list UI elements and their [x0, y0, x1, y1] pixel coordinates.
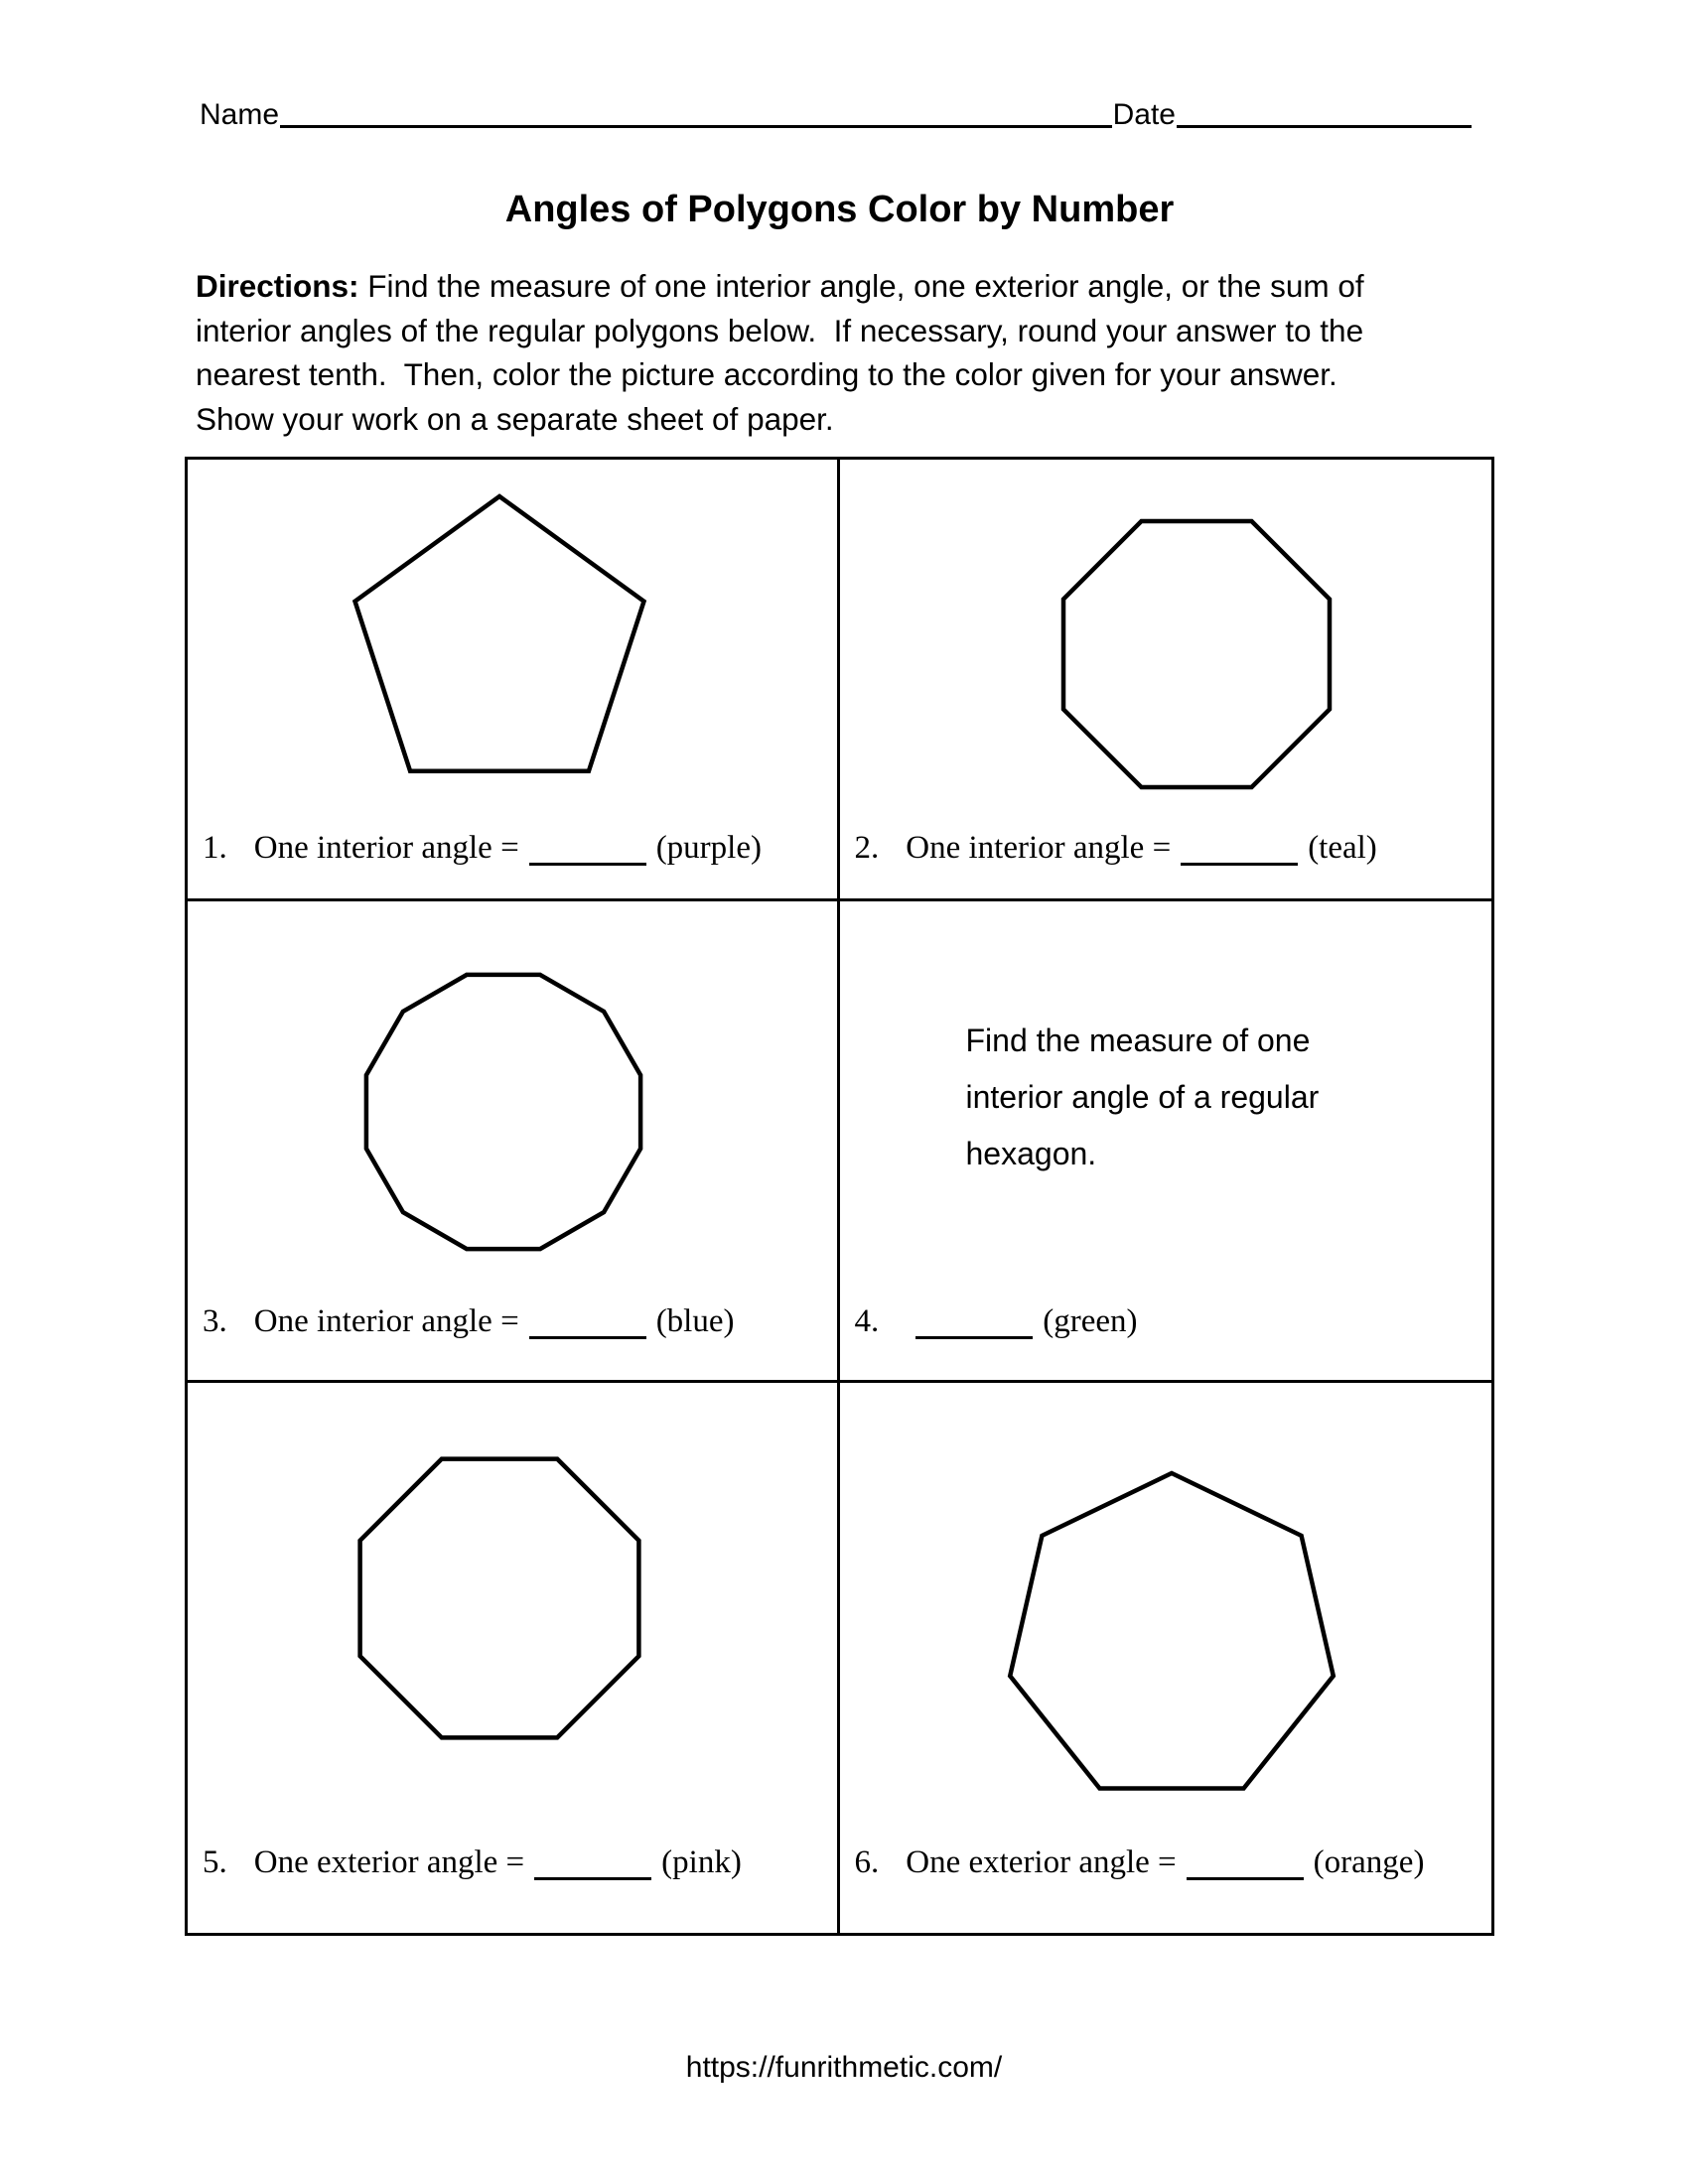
directions-line: nearest tenth. Then, color the picture according to the color given for your answer.: [196, 356, 1337, 392]
problem-prompt: One interior angle =: [253, 1303, 519, 1339]
problem-label: [855, 1844, 1425, 1881]
problem-cell-3: [188, 901, 840, 1383]
date-label: Date: [1112, 98, 1176, 131]
problem-number: 3.: [203, 1303, 227, 1339]
answer-blank: [534, 1877, 651, 1880]
problem-cell-4: [840, 901, 1492, 1383]
name-date-row: [200, 98, 1472, 132]
answer-color-label: (green): [1043, 1303, 1138, 1339]
problem-label: [855, 1303, 1138, 1340]
name-blank-line: [280, 125, 1112, 128]
answer-color-label: (purple): [655, 830, 762, 866]
directions-line: [196, 264, 1364, 309]
answer-blank: [1181, 863, 1298, 866]
answer-blank: [1187, 1877, 1304, 1880]
problem-number: 1.: [203, 830, 227, 866]
problem-cell-5: [188, 1383, 840, 1933]
problem-cell-2: [840, 460, 1492, 901]
date-blank-line: [1177, 125, 1472, 128]
answer-blank: [915, 1336, 1033, 1339]
directions-line: interior angles of the regular polygons below. If necessary, round your answer to the: [196, 312, 1364, 348]
problem-cell-1: [188, 460, 840, 901]
page-title: Angles of Polygons Color by Number: [504, 189, 1175, 230]
hexagon-question-line: interior angle of a regular: [965, 1079, 1320, 1115]
problem-label: [203, 1303, 734, 1340]
directions-text: Find the measure of one interior angle, one exterior angle, or the sum of: [358, 268, 1364, 304]
problem-number: 6.: [854, 1844, 880, 1880]
answer-blank: [529, 1336, 646, 1339]
problem-prompt: One interior angle =: [906, 830, 1172, 866]
hexagon-question: [966, 1013, 1320, 1182]
problem-number: 2.: [854, 830, 880, 866]
answer-color-label: (teal): [1308, 830, 1377, 866]
problem-prompt: One exterior angle =: [253, 1844, 525, 1880]
directions-line: Show your work on a separate sheet of paper.: [196, 400, 834, 437]
problem-cell-6: [840, 1383, 1492, 1933]
answer-color-label: (blue): [655, 1303, 735, 1339]
hexagon-question-line: hexagon.: [965, 1136, 1097, 1171]
directions-label: Directions:: [196, 268, 359, 304]
problem-number: 5.: [203, 1844, 227, 1880]
problem-label: [855, 830, 1377, 867]
answer-blank: [529, 863, 646, 866]
problem-prompt: One interior angle =: [253, 830, 519, 866]
answer-color-label: (orange): [1313, 1844, 1425, 1880]
problem-label: [203, 1844, 742, 1881]
problems-grid: [185, 457, 1494, 1936]
answer-color-label: (pink): [661, 1844, 742, 1880]
footer-url: https://funrithmetic.com/: [685, 2051, 1003, 2084]
problem-label: [203, 830, 762, 867]
problem-number: 4.: [854, 1303, 880, 1339]
problem-prompt: One exterior angle =: [906, 1844, 1177, 1880]
hexagon-question-line: Find the measure of one: [965, 1023, 1311, 1058]
name-label: Name: [200, 98, 280, 131]
directions-paragraph: [196, 264, 1364, 441]
